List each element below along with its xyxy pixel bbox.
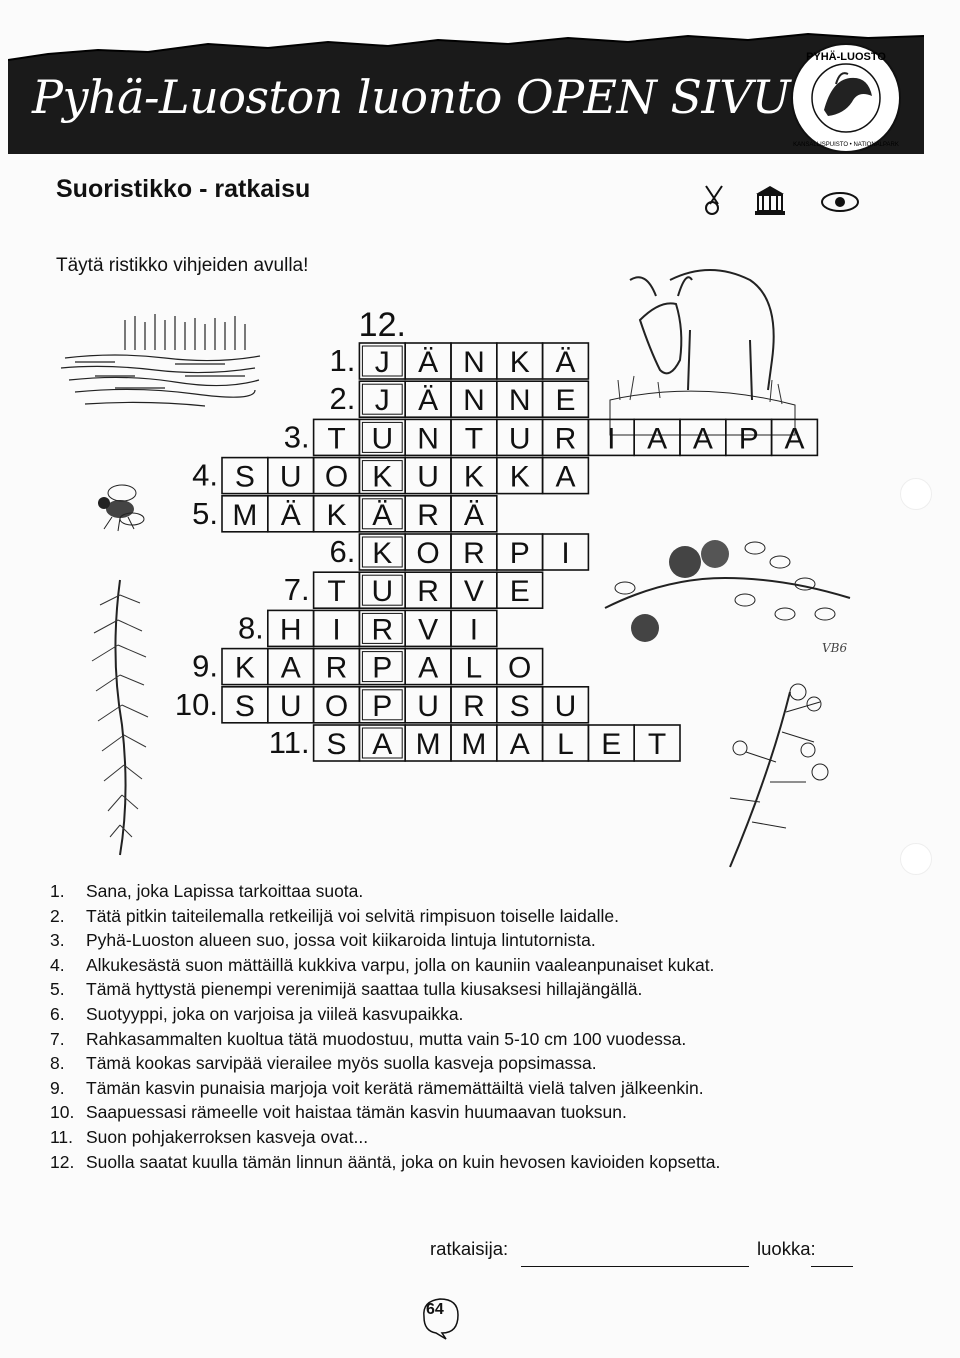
crossword-letter: O (508, 651, 532, 685)
crossword-letter: U (371, 422, 394, 456)
clue-text: Tämä kookas sarvipää vierailee myös suolla kasveja popsimassa. (86, 1053, 597, 1074)
crossword-cell[interactable] (405, 649, 451, 685)
clue-number: 5. (50, 979, 65, 1000)
crossword-cell[interactable] (543, 343, 589, 379)
clue-text: Suon pohjakerroksen kasveja ovat... (86, 1126, 369, 1147)
crossword-cell[interactable] (726, 419, 772, 455)
clue-number: 4. (50, 954, 65, 975)
crossword-cell[interactable] (451, 458, 497, 494)
crossword-letter: M (415, 728, 441, 761)
class-label: luokka: (757, 1238, 816, 1259)
crossword-letter: I (607, 422, 616, 456)
handwritten-note: VB6 (822, 641, 848, 655)
crossword-letter: O (324, 689, 349, 723)
crossword-cell[interactable] (451, 572, 497, 608)
crossword-letter: T (464, 422, 484, 456)
crossword-cell[interactable] (497, 572, 543, 608)
crossword-letter: A (784, 422, 805, 456)
crossword-letter: R (463, 689, 485, 723)
clue-text: Pyhä-Luoston alueen suo, jossa voit kiikaroida lintuja lintutornista. (86, 930, 596, 951)
crossword-letter: L (557, 728, 574, 761)
crossword-letter: S (234, 460, 255, 494)
crossword-cell-solution[interactable] (359, 343, 405, 379)
crossword-letter: N (417, 422, 439, 456)
crossword-cell[interactable] (772, 419, 818, 455)
crossword-cell[interactable] (634, 419, 680, 455)
crossword-letter: S (509, 689, 530, 723)
crossword-cell[interactable] (497, 725, 543, 761)
clue-item (50, 928, 720, 953)
clue-item (50, 1027, 720, 1052)
crossword-cell[interactable] (451, 534, 497, 570)
crossword-letter: U (279, 460, 302, 494)
clue-item (50, 1100, 720, 1125)
crossword-cell[interactable] (451, 419, 497, 455)
clue-item (50, 1002, 720, 1027)
crossword-letter: I (561, 537, 570, 570)
crossword-letter: V (418, 613, 439, 647)
crossword-letter: Ä (418, 384, 439, 418)
row-number: 3. (283, 419, 310, 455)
row-number: 8. (237, 610, 264, 646)
crossword-cell-solution[interactable] (359, 458, 405, 494)
row-number: 1. (329, 343, 356, 378)
clue-text: Suolla saatat kuulla tämän linnun ääntä, joka on kuin hevosen kavioiden kopsetta. (86, 1151, 721, 1172)
crossword-cell[interactable] (497, 458, 543, 494)
crossword-cell[interactable] (268, 687, 314, 723)
banner-title: Pyhä-Luoston luonto OPEN SIVU (32, 70, 791, 124)
crossword-letter: P (738, 422, 759, 456)
row-number: 2. (329, 381, 356, 417)
crossword-cell[interactable] (543, 381, 589, 417)
crossword-letter: P (372, 689, 393, 723)
clue-number: 6. (50, 1003, 65, 1024)
crossword-letter: J (374, 384, 390, 418)
crossword-cell[interactable] (588, 419, 634, 455)
clue-text: Rahkasammalten kuoltua tätä muodostuu, mutta vain 5-10 cm 100 vuodessa. (86, 1028, 687, 1049)
crossword-letter: A (555, 460, 576, 494)
crossword-letter: A (509, 728, 530, 761)
crossword-cell[interactable] (314, 610, 360, 646)
crossword-letter: K (372, 460, 393, 494)
crossword-letter: V (463, 575, 484, 609)
clue-item (50, 1076, 720, 1101)
crossword-letter: J (374, 346, 390, 379)
crossword-cell[interactable] (405, 687, 451, 723)
crossword-cell-solution[interactable] (359, 649, 405, 685)
crossword-letter: K (326, 498, 347, 532)
crossword-letter: Ä (372, 498, 393, 532)
crossword-letter: U (554, 689, 577, 723)
row-number: 4. (192, 457, 218, 493)
crossword-letter: Ä (463, 498, 484, 532)
crossword-letter: K (509, 346, 530, 379)
instruction-text: Täytä ristikko vihjeiden avulla! (56, 255, 309, 276)
clue-number: 3. (50, 930, 65, 951)
row-number: 11. (268, 725, 310, 760)
clue-text: Tämä hyttystä pienempi verenimijä saattaa tulla kiusaksesi hillajängällä. (86, 979, 643, 1000)
crossword-letter: M (232, 498, 258, 532)
clue-text: Tämän kasvin punaisia marjoja voit kerätä rämemättäiltä vielä talven jälkeenkin. (86, 1077, 704, 1098)
clue-text: Sana, joka Lapissa tarkoittaa suota. (86, 881, 364, 901)
crossword-cell[interactable] (222, 458, 268, 494)
crossword-letter: Ä (555, 346, 576, 379)
crossword-cell[interactable] (497, 649, 543, 685)
crossword-cell[interactable] (222, 649, 268, 685)
clue-text: Tätä pitkin taiteilemalla retkeilijä voi selvitä rimpisuon toiselle laidalle. (86, 905, 620, 926)
clue-number: 1. (50, 881, 65, 901)
crossword-letter: R (325, 651, 348, 685)
crossword-letter: R (417, 498, 439, 532)
crossword-letter: T (327, 575, 346, 609)
solver-line[interactable] (521, 1266, 749, 1267)
crossword-cell[interactable] (497, 687, 543, 723)
crossword-cell-solution[interactable] (359, 572, 405, 608)
crossword-cell[interactable] (497, 381, 543, 417)
crossword-cell[interactable] (314, 458, 360, 494)
crossword-letter: I (469, 613, 479, 647)
page-number: 64 (426, 1301, 444, 1318)
clue-item (50, 1051, 720, 1076)
crossword-cell[interactable] (405, 725, 451, 761)
crossword-cell[interactable] (405, 419, 451, 455)
crossword-cell[interactable] (451, 687, 497, 723)
crossword-cell[interactable] (405, 458, 451, 494)
crossword-letter: E (555, 384, 576, 418)
crossword-letter: O (324, 460, 349, 494)
crossword-cell-solution[interactable] (359, 534, 405, 570)
crossword-cell[interactable] (314, 687, 360, 723)
crossword-letter: T (327, 422, 346, 456)
crossword-cell[interactable] (451, 343, 497, 379)
crossword-letter: R (371, 613, 394, 647)
crossword-letter: S (326, 728, 347, 761)
crossword-letter: M (461, 728, 487, 761)
crossword-cell[interactable] (222, 496, 268, 532)
crossword-cell[interactable] (405, 496, 451, 532)
crossword-letter: N (463, 384, 485, 418)
crossword-cell[interactable] (405, 343, 451, 379)
punch-hole (900, 843, 932, 875)
crossword-letter: K (463, 460, 484, 494)
clue-item (50, 1150, 720, 1175)
crossword-letter: H (279, 613, 302, 647)
crossword-cell-solution[interactable] (359, 725, 405, 761)
crossword-cell[interactable] (268, 496, 314, 532)
row-number: 5. (192, 495, 218, 531)
clue-item (50, 879, 720, 904)
crossword-letter: R (463, 537, 485, 570)
clue-item (50, 1125, 720, 1150)
crossword-letter: U (508, 422, 531, 456)
crossword-letter: Ä (280, 498, 301, 532)
crossword-cell[interactable] (314, 419, 360, 455)
crossword-cell[interactable] (497, 343, 543, 379)
crossword-letter: P (372, 651, 393, 685)
crossword-cell-solution[interactable] (359, 496, 405, 532)
crossword-cell[interactable] (451, 381, 497, 417)
crossword-letter: U (417, 689, 439, 723)
crossword-letter: P (509, 537, 530, 570)
clue-number: 9. (50, 1077, 65, 1098)
crossword-cell[interactable] (314, 649, 360, 685)
vertical-clue-label: 12. (358, 306, 406, 344)
logo-text-top: PYHÄ-LUOSTO (806, 51, 886, 63)
crossword-cell[interactable] (268, 610, 314, 646)
crossword-cell[interactable] (451, 610, 497, 646)
crossword-letter: N (508, 384, 531, 418)
row-number: 6. (329, 534, 356, 569)
crossword-letter: N (463, 346, 485, 379)
crossword-cell[interactable] (543, 534, 589, 570)
crossword-cell[interactable] (314, 496, 360, 532)
clue-text: Saapuessasi rämeelle voit haistaa tämän kasvin huumaavan tuoksun. (86, 1102, 627, 1123)
crossword-letter: A (280, 651, 301, 685)
crossword-cell[interactable] (497, 419, 543, 455)
crossword-letter: U (417, 460, 439, 494)
page-title: Suoristikko - ratkaisu (56, 175, 311, 203)
crossword-letter: E (509, 575, 530, 609)
clue-number: 2. (50, 905, 65, 926)
clue-list (50, 879, 720, 1174)
crossword-cell[interactable] (222, 687, 268, 723)
clue-item (50, 977, 720, 1002)
crossword-letter: T (647, 728, 667, 761)
crossword-cell[interactable] (268, 458, 314, 494)
crossword-cell[interactable] (314, 572, 360, 608)
crossword-letter: R (554, 422, 577, 456)
crossword-cell[interactable] (405, 610, 451, 646)
crossword-letter: K (372, 537, 393, 570)
logo-text-bottom: KANSALLISPUISTO • NATIONALPARK (793, 142, 899, 148)
crossword-cell[interactable] (588, 725, 634, 761)
crossword-letter: U (371, 575, 394, 609)
row-number: 10. (174, 686, 218, 722)
crossword-letter: K (234, 651, 255, 685)
crossword-letter: A (418, 651, 439, 685)
crossword-letter: A (372, 728, 393, 761)
clue-number: 7. (50, 1028, 65, 1049)
clue-text: Alkukesästä suon mättäillä kukkiva varpu, jolla on kauniin vaaleanpunaiset kukat. (86, 954, 715, 975)
crossword-letter: S (234, 689, 255, 723)
crossword-cell[interactable] (405, 534, 451, 570)
clue-text: Suotyyppi, joka on varjoisa ja viileä kasvupaikka. (86, 1003, 464, 1024)
crossword-letter: E (601, 728, 622, 761)
crossword-letter: I (332, 613, 341, 647)
crossword-cell-solution[interactable] (359, 419, 405, 455)
crossword-cell[interactable] (451, 649, 497, 685)
crossword-cell[interactable] (451, 496, 497, 532)
crossword-letter: R (417, 575, 439, 609)
crossword-cell[interactable] (405, 381, 451, 417)
crossword-cell[interactable] (451, 725, 497, 761)
crossword-cell[interactable] (543, 419, 589, 455)
crossword-cell[interactable] (405, 572, 451, 608)
crossword-letter: U (279, 689, 302, 723)
clue-number: 12. (50, 1151, 75, 1172)
crossword-cell[interactable] (543, 725, 589, 761)
crossword-letter: A (647, 422, 668, 456)
crossword-cell[interactable] (543, 458, 589, 494)
clue-item (50, 904, 720, 929)
crossword-letter: A (692, 422, 713, 456)
crossword-letter: K (509, 460, 530, 494)
crossword-cell[interactable] (680, 419, 726, 455)
row-number: 9. (192, 648, 218, 684)
punch-hole (900, 478, 932, 510)
crossword-letter: L (465, 651, 483, 685)
crossword-cell-solution[interactable] (359, 610, 405, 646)
clue-number: 10. (50, 1102, 75, 1123)
crossword-cell-solution[interactable] (359, 381, 405, 417)
class-line[interactable] (811, 1266, 853, 1267)
clue-number: 8. (50, 1053, 65, 1074)
crossword-cell[interactable] (314, 725, 360, 761)
crossword-cell[interactable] (268, 649, 314, 685)
row-number: 7. (283, 572, 310, 608)
clue-number: 11. (50, 1126, 74, 1147)
crossword-cell[interactable] (634, 725, 680, 761)
solver-label: ratkaisija: (430, 1238, 509, 1259)
crossword-cell-solution[interactable] (359, 687, 405, 723)
crossword-cell[interactable] (497, 534, 543, 570)
crossword-cell[interactable] (543, 687, 589, 723)
crossword-letter: Ä (418, 346, 439, 379)
crossword-letter: O (416, 537, 440, 570)
clue-item (50, 953, 720, 978)
